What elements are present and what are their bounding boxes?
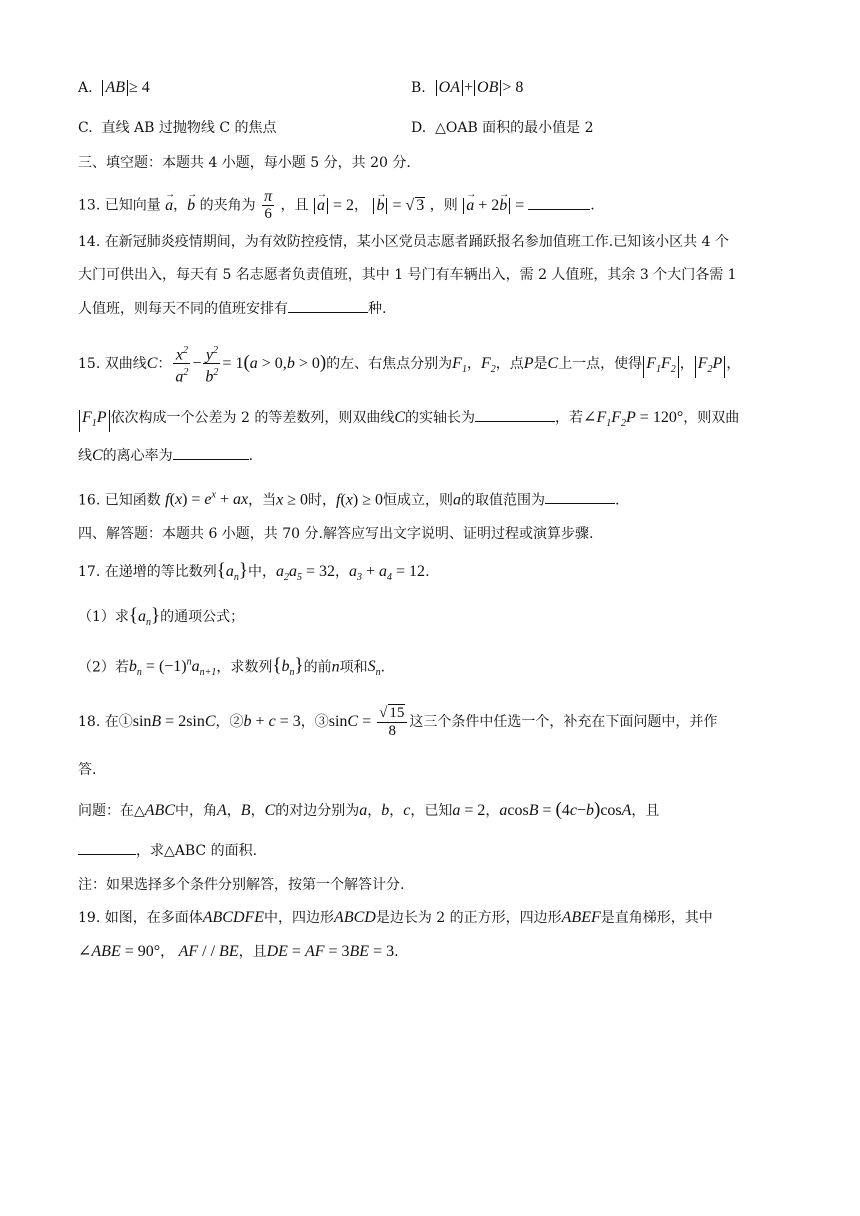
question-14-line-1: 14. 在新冠肺炎疫情期间，为有效防控疫情，某小区党员志愿者踊跃报名参加值班工作.已知该小区共 4 个 [78,234,729,250]
question-13: 13. 已知向量 → a，→ b 的夹角为 $\frac{\pi}{6}$ ，且 → a = 2， → b = √ 3 ，则 → a + 2→ b = . [78,188,595,223]
question-18-problem: 问题：在△ABC中，角A，B，C的对边分别为a，b，c，已知a = 2，acosB = (4c−b)cosA，且 [78,799,660,820]
choice-a: A. AB ≥ 4 [78,79,150,96]
question-17-part-1: （1）求$\{a_n\}$的通项公式； [78,605,245,629]
section-3-heading: 三、填空题：本题共 4 小题，每小题 5 分，共 20 分. [78,155,411,171]
choice-d: D. △OAB 面积的最小值是 2 [411,120,594,136]
question-14-line-3: 人值班，则每天不同的值班安排有 种. [78,298,386,319]
question-15-line-2: $F_1P$ 依次构成一个公差为 2 的等差数列，则双曲线C的实轴长为 ，若$\angle F_1F_2P = 120^\circ$，则双曲 [78,407,739,434]
question-19-line-1: 19. 如图，在多面体ABCDFE中，四边形ABCD是边长为 2 的正方形，四边形ABEF是直角梯形，其中 [78,909,713,926]
question-15-line-1: 15. 双曲线C： $\frac{x^2}{a^2}$ − $\frac{y^2}{b^2}$ = 1(a > 0,b > 0)的左、右焦点分别为$F_1$，$F_2$，点P是C上一点，使得 $F_1F_2$ ， $F_2P$ ， [78,342,740,386]
question-16: 16. 已知函数 $f(x) = e^x$ + ax，当x ≥ 0时，f(x) ≥ 0恒成立，则a的取值范围为 . [78,490,620,509]
section-4-heading: 四、解答题：本题共 6 小题，共 70 分.解答应写出文字说明、证明过程或演算步骤. [78,526,594,542]
question-18-note: 注：如果选择多个条件分别解答，按第一个解答计分. [78,877,405,893]
choice-b: B. OA + OB > 8 [411,79,524,96]
question-14-line-2: 大门可供出入，每天有 5 名志愿者负责值班，其中 1 号门有车辆出入，需 2 人值班，其余 3 个大门各需 1 [78,267,737,283]
choice-c: C. 直线 AB 过抛物线 C 的焦点 [78,120,277,136]
question-18-line-1: 18. 在①sinB = 2sinC，②b + c = 3，③sinC = $\frac{√ 15}{8}$ 这三个条件中任选一个，补充在下面问题中，并作 [78,705,718,739]
question-17: 17. 在递增的等比数列$\{a_n\}$中，$a_2a_5 = 32$，$a_3 + a_4 = 12$. [78,560,430,584]
question-19-line-2: ∠ABE = 90°， AF / / BE，且DE = AF = 3BE = 3. [78,943,399,960]
question-15-line-3: 线C的离心率为 . [78,447,254,464]
question-17-part-2: （2）若$b_n = (-1)^na_{n+1}$，求数列$\{b_n\}$的前n项和$S_n$. [78,655,386,679]
question-18-line-4: ，求△ABC 的面积. [78,840,257,861]
question-18-line-2: 答. [78,762,97,778]
